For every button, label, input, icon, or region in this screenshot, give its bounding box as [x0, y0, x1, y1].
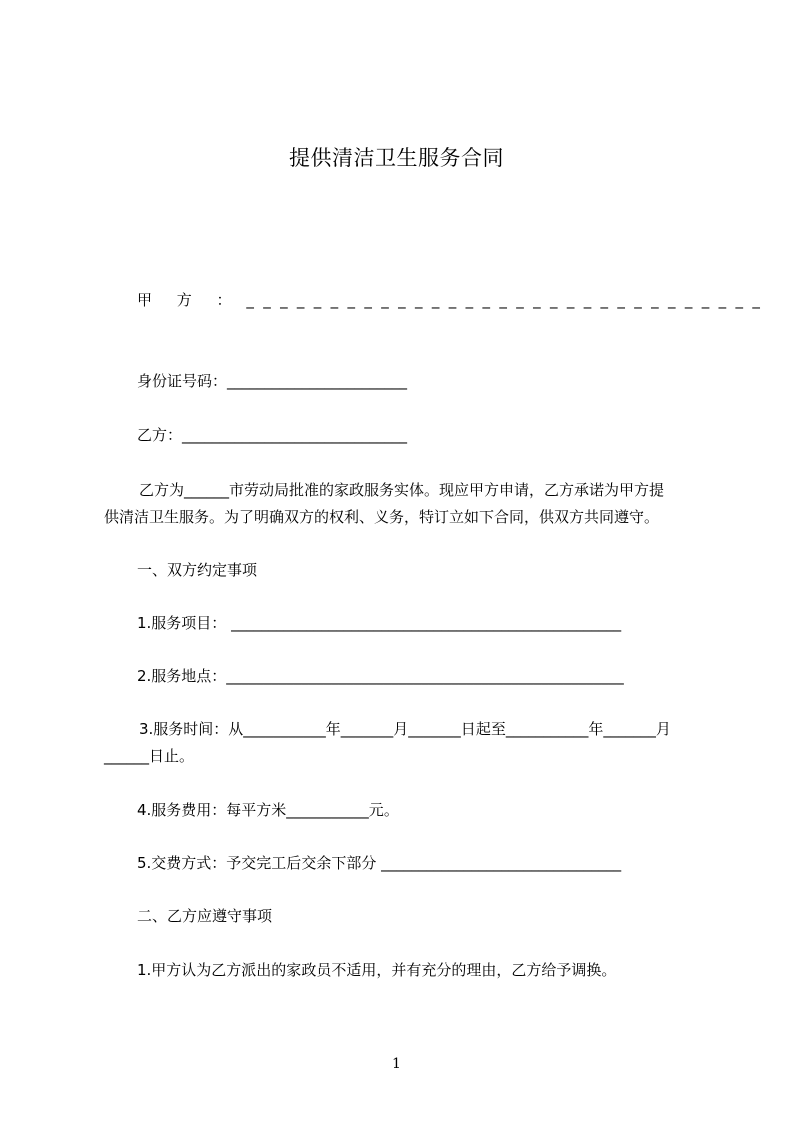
payment-method-line: 5.交费方式：予交完工后交余下部分 ________________________________	[137, 854, 622, 872]
page-number: 1	[392, 1056, 401, 1072]
intro-paragraph-line-2: 供清洁卫生服务。为了明确双方的权利、义务，特订立如下合同，供双方共同遵守。	[104, 508, 660, 526]
service-location-line: 2.服务地点：_____________________________________________________	[137, 667, 624, 685]
service-time-line-2: ______日止。	[104, 747, 195, 765]
document-title: 提供清洁卫生服务合同	[289, 146, 504, 170]
party-a-blank: _ _ _ _ _ _ _ _ _ _ _ _ _ _ _ _ _ _ _ _ _ _ _ _ _ _ _ _ _ _ _	[246, 291, 763, 309]
party-b-line: 乙方：______________________________	[137, 426, 408, 444]
intro-paragraph-line-1: 乙方为______市劳动局批准的家政服务实体。现应甲方申请，乙方承诺为甲方提	[139, 481, 665, 499]
service-time-line-1: 3.服务时间：从___________年_______月_______日起至___________年_______月	[139, 720, 671, 738]
id-card-line: 身份证号码：________________________	[137, 372, 408, 390]
party-a-label: 甲 方 ：	[137, 291, 242, 309]
section-2-heading: 二、乙方应遵守事项	[137, 907, 273, 925]
section-1-heading: 一、双方约定事项	[137, 561, 258, 579]
section-2-item-1: 1.甲方认为乙方派出的家政员不适用，并有充分的理由，乙方给予调换。	[137, 961, 617, 979]
service-fee-line: 4.服务费用：每平方米___________元。	[137, 801, 399, 819]
service-item-line: 1.服务项目： ____________________________________________________	[137, 614, 622, 632]
party-a-line	[137, 290, 763, 310]
